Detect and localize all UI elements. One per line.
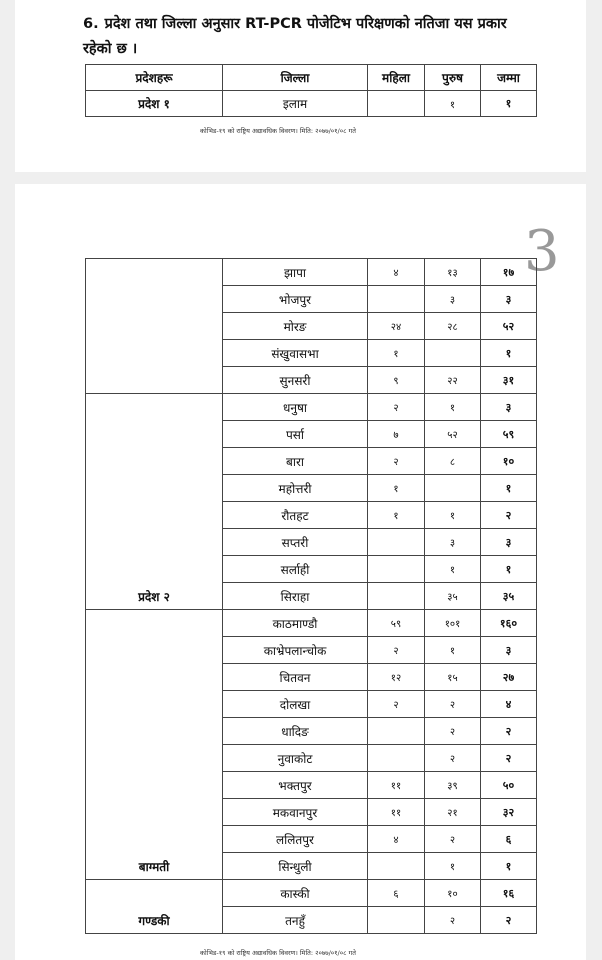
female-cell: १२ bbox=[368, 664, 425, 691]
total-cell: २ bbox=[481, 718, 537, 745]
male-cell: २ bbox=[425, 691, 481, 718]
district-cell: संखुवासभा bbox=[223, 340, 368, 367]
total-cell: १ bbox=[481, 475, 537, 502]
male-cell: १ bbox=[425, 637, 481, 664]
male-cell: ५२ bbox=[425, 421, 481, 448]
female-cell: ७ bbox=[368, 421, 425, 448]
male-cell bbox=[425, 475, 481, 502]
header-female: महिला bbox=[368, 65, 425, 91]
male-cell: २ bbox=[425, 907, 481, 934]
header-total: जम्मा bbox=[481, 65, 537, 91]
female-cell bbox=[368, 853, 425, 880]
female-cell bbox=[368, 529, 425, 556]
province-cell: प्रदेश १ bbox=[86, 91, 223, 117]
female-cell: २ bbox=[368, 448, 425, 475]
male-cell: १०१ bbox=[425, 610, 481, 637]
male-cell: १५ bbox=[425, 664, 481, 691]
district-cell: पर्सा bbox=[223, 421, 368, 448]
total-cell: २७ bbox=[481, 664, 537, 691]
section-title: प्रदेश तथा जिल्ला अनुसार RT-PCR पोजेटिभ परिक्षणको नतिजा यस प्रकार रहेको छ । bbox=[83, 16, 507, 57]
province-cell bbox=[86, 259, 223, 394]
district-cell: सर्लाही bbox=[223, 556, 368, 583]
female-cell: ६ bbox=[368, 880, 425, 907]
female-cell bbox=[368, 91, 425, 117]
province-cell: बाग्मती bbox=[86, 610, 223, 880]
male-cell: २२ bbox=[425, 367, 481, 394]
male-cell: ८ bbox=[425, 448, 481, 475]
district-results-table bbox=[85, 258, 537, 934]
total-cell: ३५ bbox=[481, 583, 537, 610]
female-cell: २४ bbox=[368, 313, 425, 340]
female-cell bbox=[368, 907, 425, 934]
male-cell: २८ bbox=[425, 313, 481, 340]
district-cell: सप्तरी bbox=[223, 529, 368, 556]
district-cell: काभ्रेपलान्चोक bbox=[223, 637, 368, 664]
section-number: 6. bbox=[83, 16, 99, 32]
female-cell: २ bbox=[368, 394, 425, 421]
male-cell: ३५ bbox=[425, 583, 481, 610]
female-cell: ४ bbox=[368, 259, 425, 286]
male-cell: २ bbox=[425, 745, 481, 772]
district-cell: भोजपुर bbox=[223, 286, 368, 313]
male-cell: १ bbox=[425, 502, 481, 529]
district-cell: मोरङ bbox=[223, 313, 368, 340]
district-cell: इलाम bbox=[223, 91, 368, 117]
total-cell: २ bbox=[481, 907, 537, 934]
document-page-1 bbox=[15, 0, 586, 172]
female-cell: ९ bbox=[368, 367, 425, 394]
male-cell bbox=[425, 340, 481, 367]
page-footer: कोभिड-१९ को राष्ट्रिय अद्यावधिक विवरण। मिति: २०७७/०१/०८ गते bbox=[200, 127, 356, 135]
table-row bbox=[86, 610, 537, 637]
female-cell: १ bbox=[368, 502, 425, 529]
table-header-row bbox=[86, 65, 537, 91]
district-cell: सुनसरी bbox=[223, 367, 368, 394]
male-cell: २ bbox=[425, 826, 481, 853]
male-cell: ३ bbox=[425, 286, 481, 313]
total-cell: १० bbox=[481, 448, 537, 475]
total-cell: १ bbox=[481, 340, 537, 367]
total-cell: ३ bbox=[481, 637, 537, 664]
district-cell: तनहुँ bbox=[223, 907, 368, 934]
male-cell: १ bbox=[425, 394, 481, 421]
district-cell: धादिङ bbox=[223, 718, 368, 745]
total-cell: १६० bbox=[481, 610, 537, 637]
district-cell: रौतहट bbox=[223, 502, 368, 529]
district-cell: झापा bbox=[223, 259, 368, 286]
female-cell bbox=[368, 718, 425, 745]
female-cell: ११ bbox=[368, 772, 425, 799]
document-page-2 bbox=[15, 184, 586, 960]
district-cell: ललितपुर bbox=[223, 826, 368, 853]
district-cell: चितवन bbox=[223, 664, 368, 691]
male-cell: २१ bbox=[425, 799, 481, 826]
district-cell: मकवानपुर bbox=[223, 799, 368, 826]
header-district: जिल्ला bbox=[223, 65, 368, 91]
district-cell: महोत्तरी bbox=[223, 475, 368, 502]
female-cell bbox=[368, 583, 425, 610]
male-cell: १ bbox=[425, 853, 481, 880]
total-cell: ५९ bbox=[481, 421, 537, 448]
total-cell: ३२ bbox=[481, 799, 537, 826]
total-cell: ६ bbox=[481, 826, 537, 853]
district-cell: भक्तपुर bbox=[223, 772, 368, 799]
district-cell: नुवाकोट bbox=[223, 745, 368, 772]
female-cell: ५९ bbox=[368, 610, 425, 637]
male-cell: १ bbox=[425, 556, 481, 583]
female-cell: ११ bbox=[368, 799, 425, 826]
table-row bbox=[86, 394, 537, 421]
district-cell: काठमाण्डौ bbox=[223, 610, 368, 637]
total-cell: १७ bbox=[481, 259, 537, 286]
total-cell: १६ bbox=[481, 880, 537, 907]
female-cell: १ bbox=[368, 340, 425, 367]
table-row bbox=[86, 259, 537, 286]
table-row bbox=[86, 880, 537, 907]
total-cell: ३१ bbox=[481, 367, 537, 394]
total-cell: १ bbox=[481, 556, 537, 583]
district-cell: सिराहा bbox=[223, 583, 368, 610]
total-cell: ३ bbox=[481, 286, 537, 313]
female-cell bbox=[368, 556, 425, 583]
total-cell: २ bbox=[481, 502, 537, 529]
female-cell bbox=[368, 745, 425, 772]
total-cell: १ bbox=[481, 91, 537, 117]
district-cell: धनुषा bbox=[223, 394, 368, 421]
male-cell: १३ bbox=[425, 259, 481, 286]
male-cell: १ bbox=[425, 91, 481, 117]
page-number: 3 bbox=[524, 219, 560, 284]
province-cell: गण्डकी bbox=[86, 880, 223, 934]
total-cell: २ bbox=[481, 745, 537, 772]
female-cell bbox=[368, 286, 425, 313]
header-province: प्रदेशहरू bbox=[86, 65, 223, 91]
district-cell: सिन्धुली bbox=[223, 853, 368, 880]
female-cell: ४ bbox=[368, 826, 425, 853]
total-cell: १ bbox=[481, 853, 537, 880]
table-row bbox=[86, 91, 537, 117]
district-cell: बारा bbox=[223, 448, 368, 475]
total-cell: ३ bbox=[481, 394, 537, 421]
section-heading bbox=[83, 12, 523, 62]
male-cell: १० bbox=[425, 880, 481, 907]
female-cell: २ bbox=[368, 691, 425, 718]
total-cell: ३ bbox=[481, 529, 537, 556]
female-cell: २ bbox=[368, 637, 425, 664]
header-male: पुरुष bbox=[425, 65, 481, 91]
district-cell: कास्की bbox=[223, 880, 368, 907]
male-cell: ३९ bbox=[425, 772, 481, 799]
province-cell: प्रदेश २ bbox=[86, 394, 223, 610]
female-cell: १ bbox=[368, 475, 425, 502]
total-cell: ५२ bbox=[481, 313, 537, 340]
district-results-table-header bbox=[85, 64, 537, 117]
total-cell: ५० bbox=[481, 772, 537, 799]
total-cell: ४ bbox=[481, 691, 537, 718]
male-cell: २ bbox=[425, 718, 481, 745]
district-cell: दोलखा bbox=[223, 691, 368, 718]
male-cell: ३ bbox=[425, 529, 481, 556]
page-footer: कोभिड-१९ को राष्ट्रिय अद्यावधिक विवरण। मिति: २०७७/०१/०८ गते bbox=[200, 949, 356, 957]
